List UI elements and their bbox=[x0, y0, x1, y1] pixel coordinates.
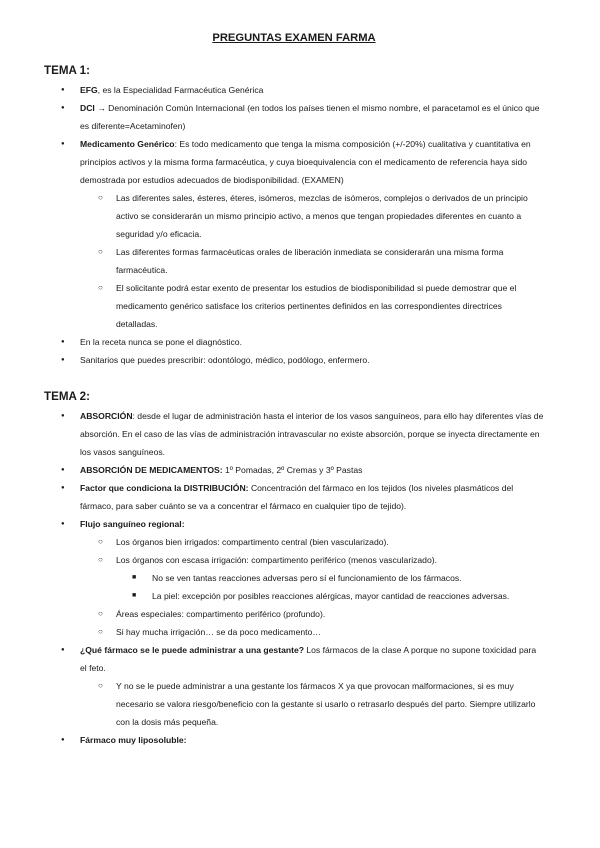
section-heading-tema1: TEMA 1: bbox=[44, 64, 90, 77]
list-item: ● ABSORCIÓN DE MEDICAMENTOS: 1º Pomadas, 2º Cremas y 3º Pastas bbox=[44, 461, 544, 479]
list-item: ● Sanitarios que puedes prescribir: odontólogo, médico, podólogo, enfermero. bbox=[44, 351, 544, 369]
tema1-list bbox=[44, 81, 544, 369]
sub-list-item: ○ Los órganos con escasa irrigación: compartimento periférico (menos vascularizado). ■ No se ven tantas reacciones adversas pero sí el funcionamiento de los fármacos. ■ La piel: excepción por posibles reacciones alérgicas, mayor cantidad de reacciones adversas. bbox=[80, 551, 544, 605]
sub-list-item: ○ Y no se le puede administrar a una gestante los fármacos X ya que provocan malformaciones, si es muy necesario se valora riesgo/beneficio con la gestante si usarlo o retrasarlo después del parto. Siempre utilizarlo con la dosis más pequeña. bbox=[80, 677, 544, 731]
sub-list bbox=[80, 189, 544, 333]
sub-sub-list-item: ■ La piel: excepción por posibles reacciones alérgicas, mayor cantidad de reacciones adversas. bbox=[116, 587, 544, 605]
list-item: ● Fármaco muy liposoluble: bbox=[44, 731, 544, 749]
list-item: ● EFG, es la Especialidad Farmacéutica Genérica bbox=[44, 81, 544, 99]
list-item: ● Medicamento Genérico: Es todo medicamento que tenga la misma composición (+/-20%) cualitativa y cuantitativa en principios activos y la misma forma farmacéutica, y cuya bioequivalencia con el medicamento de referencia haya sido demostrada por estudios adecuados de biodisponibilidad. (EXAMEN) ○ Las diferentes sales, ésteres, éteres, isómeros, mezclas de isómeros, complejos o derivados de un principio activo se considerarán un mismo principio activo, a menos que tengan propiedades diferentes en cuanto a seguridad y/o eficacia. ○ Las diferentes formas farmacéuticas orales de liberación inmediata se considerarán una misma forma farmacéutica. ○ El solicitante podrá estar exento de presentar los estudios de biodisponibilidad si puede demostrar que el medicamento genérico satisface los criterios pertinentes definidos en las correspondientes directrices detalladas. bbox=[44, 135, 544, 333]
tema2-list bbox=[44, 407, 544, 749]
sub-sub-list bbox=[116, 569, 544, 605]
sub-list-item: ○ Los órganos bien irrigados: compartimento central (bien vascularizado). bbox=[80, 533, 544, 551]
list-item: ● DCI → Denominación Común Internacional (en todos los países tienen el mismo nombre, el paracetamol es el único que es diferente=Acetaminofen) bbox=[44, 99, 544, 135]
sub-sub-list-item: ■ No se ven tantas reacciones adversas pero sí el funcionamiento de los fármacos. bbox=[116, 569, 544, 587]
sub-list bbox=[80, 677, 544, 731]
sub-list-item: ○ Las diferentes formas farmacéuticas orales de liberación inmediata se considerarán una misma forma farmacéutica. bbox=[80, 243, 544, 279]
list-item: ● ABSORCIÓN: desde el lugar de administración hasta el interior de los vasos sanguíneos, para ello hay diferentes vías de absorción. En el caso de las vías de administración intravascular no existe absorción, porque se inyecta directamente en los vasos sanguíneos. bbox=[44, 407, 544, 461]
list-item: ● Flujo sanguíneo regional: ○ Los órganos bien irrigados: compartimento central (bien vascularizado). ○ Los órganos con escasa irrigación: compartimento periférico (menos vascularizado). ■ No se ven tantas reacciones adversas pero sí el funcionamiento de los fármacos. ■ La piel: excepción por posibles reacciones alérgicas, mayor cantidad de reacciones adversas. ○ Áreas especiales: compartimento periférico (profundo). ○ Si hay mucha irrigación… se da poco medicamento… bbox=[44, 515, 544, 641]
sub-list bbox=[80, 533, 544, 641]
sub-list-item: ○ Si hay mucha irrigación… se da poco medicamento… bbox=[80, 623, 544, 641]
sub-list-item: ○ El solicitante podrá estar exento de presentar los estudios de biodisponibilidad si puede demostrar que el medicamento genérico satisface los criterios pertinentes definidos en las correspondientes directrices detalladas. bbox=[80, 279, 544, 333]
section-heading-tema2: TEMA 2: bbox=[44, 390, 90, 403]
list-item: ● En la receta nunca se pone el diagnóstico. bbox=[44, 333, 544, 351]
sub-list-item: ○ Las diferentes sales, ésteres, éteres, isómeros, mezclas de isómeros, complejos o derivados de un principio activo se considerarán un mismo principio activo, a menos que tengan propiedades diferentes en cuanto a seguridad y/o eficacia. bbox=[80, 189, 544, 243]
document-title: PREGUNTAS EXAMEN FARMA bbox=[212, 32, 376, 44]
list-item: ● ¿Qué fármaco se le puede administrar a una gestante? Los fármacos de la clase A porque no supone toxicidad para el feto. ○ Y no se le puede administrar a una gestante los fármacos X ya que provocan malformaciones, si es muy necesario se valora riesgo/beneficio con la gestante si usarlo o retrasarlo después del parto. Siempre utilizarlo con la dosis más pequeña. bbox=[44, 641, 544, 731]
list-item: ● Factor que condiciona la DISTRIBUCIÓN: Concentración del fármaco en los tejidos (los niveles plasmáticos del fármaco, para saber cuánto se va a concentrar el fármaco en cualquier tipo de tejido). bbox=[44, 479, 544, 515]
sub-list-item: ○ Áreas especiales: compartimento periférico (profundo). bbox=[80, 605, 544, 623]
